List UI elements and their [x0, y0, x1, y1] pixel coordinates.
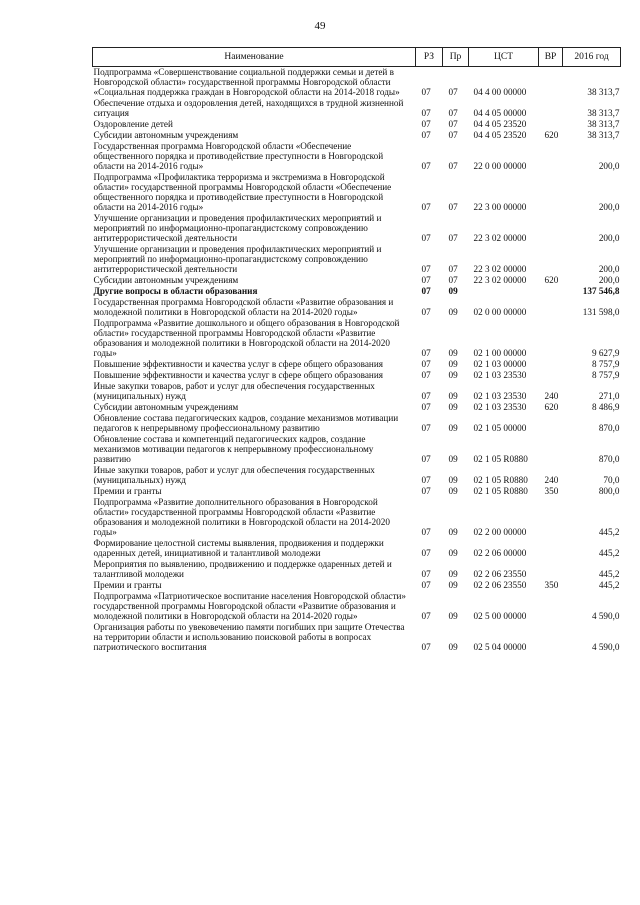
- cell-rz: 07: [421, 642, 431, 652]
- table-row: [93, 172, 621, 213]
- cell-rz: 07: [421, 611, 431, 621]
- table-body: [93, 67, 621, 654]
- cell-vr: [539, 67, 563, 99]
- cell-vr: [539, 538, 563, 559]
- cell-rz: 07: [421, 391, 431, 401]
- cell-name: Улучшение организации и проведения профилактических мероприятий и мероприятий по информационно-пропагандистскому сопровождению антитеррористической деятельности: [93, 213, 382, 243]
- table-row: [93, 286, 621, 297]
- cell-amount: 200,0: [598, 233, 620, 243]
- cell-vr: [539, 591, 563, 622]
- cell-pr: 09: [448, 454, 458, 464]
- cell-pr: 09: [448, 642, 458, 652]
- cell-rz: 07: [421, 161, 431, 171]
- cell-csr: 04 4 05 00000: [473, 108, 527, 118]
- cell-name: Премии и гранты: [93, 580, 162, 590]
- cell-rz: 07: [421, 569, 431, 579]
- table-header-row: [93, 48, 621, 67]
- cell-vr: [539, 359, 563, 370]
- cell-csr: [469, 286, 539, 297]
- cell-amount: 70,0: [603, 475, 620, 485]
- table-row: [93, 359, 621, 370]
- table-row: [93, 465, 621, 486]
- cell-amount: 8 486,9: [591, 402, 620, 412]
- page-number: 49: [314, 20, 326, 32]
- table-row: [93, 67, 621, 99]
- cell-csr: 04 4 00 00000: [473, 87, 527, 97]
- cell-rz: 07: [421, 527, 431, 537]
- cell-vr: [539, 98, 563, 119]
- cell-pr: 09: [448, 527, 458, 537]
- header-csr: ЦСТ: [469, 48, 539, 67]
- cell-csr: 02 1 03 00000: [473, 359, 527, 369]
- cell-pr: 07: [448, 233, 458, 243]
- cell-name: Обновление состава и компетенций педагогических кадров, создание механизмов мотивации педагогов к непрерывному профессиональному развитию: [93, 434, 374, 464]
- cell-pr: 07: [448, 202, 458, 212]
- cell-name: Государственная программа Новгородской области «Развитие образования и молодежной политики в Новгородской области на 2014-2020 годы»: [93, 297, 394, 317]
- cell-csr: 02 2 06 00000: [473, 548, 527, 558]
- cell-vr: 240: [544, 475, 559, 485]
- cell-csr: 22 3 02 00000: [473, 275, 527, 285]
- cell-amount: 445,2: [598, 548, 620, 558]
- cell-csr: 02 1 05 R0880: [473, 454, 528, 464]
- cell-vr: [539, 413, 563, 434]
- table-row: [93, 98, 621, 119]
- cell-name: Субсидии автономным учреждениям: [93, 402, 239, 412]
- cell-name: Обновление состава педагогических кадров, создание механизмов мотивации педагогов к непрерывному профессиональному развитию: [93, 413, 399, 433]
- cell-csr: 02 1 03 23530: [473, 391, 527, 401]
- cell-rz: 07: [421, 486, 431, 496]
- cell-vr: [539, 297, 563, 318]
- cell-name: Повышение эффективности и качества услуг в сфере общего образования: [93, 370, 383, 380]
- cell-rz: 07: [421, 119, 431, 129]
- cell-amount: 445,2: [598, 569, 620, 579]
- cell-name: Формирование целостной системы выявления, продвижения и поддержки одаренных детей, инициативной и талантливой молодежи: [93, 538, 384, 558]
- table-row: [93, 538, 621, 559]
- cell-pr: 09: [448, 402, 458, 412]
- cell-csr: 02 1 05 00000: [473, 423, 527, 433]
- cell-pr: 09: [448, 569, 458, 579]
- cell-csr: 04 4 05 23520: [473, 130, 527, 140]
- cell-name: Субсидии автономным учреждениям: [93, 130, 239, 140]
- cell-csr: 22 3 02 00000: [473, 233, 527, 243]
- header-vr: ВР: [539, 48, 563, 67]
- cell-csr: 02 1 00 00000: [473, 348, 527, 358]
- cell-name: Улучшение организации и проведения профилактических мероприятий и мероприятий по информационно-пропагандистскому сопровождению антитеррористической деятельности: [93, 244, 382, 274]
- cell-amount: 38 313,7: [587, 108, 620, 118]
- cell-amount: 870,0: [598, 423, 620, 433]
- cell-vr: [539, 244, 563, 275]
- cell-pr: 09: [448, 475, 458, 485]
- cell-pr: 07: [448, 87, 458, 97]
- cell-rz: 07: [421, 548, 431, 558]
- cell-vr: 620: [544, 275, 559, 285]
- table-row: [93, 622, 621, 653]
- cell-vr: 350: [544, 486, 559, 496]
- cell-pr: 07: [448, 108, 458, 118]
- cell-vr: [539, 497, 563, 538]
- cell-pr: 09: [448, 307, 458, 317]
- cell-csr: 02 1 05 R0880: [473, 475, 528, 485]
- cell-csr: 02 5 00 00000: [473, 611, 527, 621]
- table-row: [93, 141, 621, 172]
- cell-vr: [539, 370, 563, 381]
- budget-table: [92, 47, 621, 653]
- cell-amount: 445,2: [598, 580, 620, 590]
- cell-pr: 09: [448, 359, 458, 369]
- cell-amount: 200,0: [598, 264, 620, 274]
- cell-pr: 09: [448, 548, 458, 558]
- cell-rz: 07: [421, 475, 431, 485]
- cell-amount: 200,0: [598, 202, 620, 212]
- cell-pr: 09: [448, 486, 458, 496]
- table-row: [93, 402, 621, 413]
- cell-rz: 07: [421, 454, 431, 464]
- table-row: [93, 580, 621, 591]
- cell-amount: 38 313,7: [587, 87, 620, 97]
- cell-vr: [539, 286, 563, 297]
- cell-pr: 07: [448, 275, 458, 285]
- cell-rz: 07: [421, 286, 431, 296]
- cell-rz: 07: [421, 370, 431, 380]
- cell-rz: 07: [421, 202, 431, 212]
- cell-rz: 07: [421, 402, 431, 412]
- cell-vr: [539, 119, 563, 130]
- cell-name: Оздоровление детей: [93, 119, 173, 129]
- table-row: [93, 213, 621, 244]
- cell-vr: [539, 434, 563, 465]
- cell-amount: 870,0: [598, 454, 620, 464]
- cell-name: Иные закупки товаров, работ и услуг для обеспечения государственных (муниципальных) нужд: [93, 381, 375, 401]
- cell-amount: 38 313,7: [587, 130, 620, 140]
- header-name: Наименование: [93, 48, 416, 67]
- table-row: [93, 244, 621, 275]
- cell-csr: 02 5 04 00000: [473, 642, 527, 652]
- cell-name: Подпрограмма «Развитие дополнительного образования в Новгородской области» государственной программы Новгородской области «Развитие образования и молодежной политики в Новгородской области на 2014-2020 годы»: [93, 497, 390, 537]
- header-rz: РЗ: [416, 48, 443, 67]
- table-row: [93, 370, 621, 381]
- cell-name: Государственная программа Новгородской области «Обеспечение общественного порядка и противодействие преступности в Новгородской области на 2014-2016 годы»: [93, 141, 384, 171]
- cell-csr: 02 0 00 00000: [473, 307, 527, 317]
- cell-vr: [539, 622, 563, 653]
- cell-name: Субсидии автономным учреждениям: [93, 275, 239, 285]
- cell-csr: 22 3 02 00000: [473, 264, 527, 274]
- cell-pr: 07: [448, 119, 458, 129]
- cell-name: Подпрограмма «Развитие дошкольного и общего образования в Новгородской области» государственной программы Новгородской области «Развитие образования и молодежной политики в Новгородской области на 2014-2020 годы»: [93, 318, 400, 358]
- cell-vr: [539, 318, 563, 359]
- cell-name: Премии и гранты: [93, 486, 162, 496]
- cell-csr: 22 3 00 00000: [473, 202, 527, 212]
- cell-vr: [539, 141, 563, 172]
- cell-csr: 22 0 00 00000: [473, 161, 527, 171]
- table-row: [93, 497, 621, 538]
- cell-pr: 09: [448, 391, 458, 401]
- cell-amount: 445,2: [598, 527, 620, 537]
- cell-amount: 200,0: [598, 275, 620, 285]
- cell-vr: 240: [544, 391, 559, 401]
- cell-rz: 07: [421, 359, 431, 369]
- cell-vr: 620: [544, 130, 559, 140]
- table-row: [93, 318, 621, 359]
- cell-amount: 131 598,0: [582, 307, 620, 317]
- table-row: [93, 381, 621, 402]
- table-row: [93, 130, 621, 141]
- cell-pr: 09: [448, 611, 458, 621]
- cell-amount: 8 757,9: [591, 359, 620, 369]
- cell-amount: 8 757,9: [591, 370, 620, 380]
- cell-rz: 07: [421, 275, 431, 285]
- table-row: [93, 591, 621, 622]
- cell-vr: 350: [544, 580, 559, 590]
- cell-pr: 09: [448, 286, 458, 296]
- cell-vr: 620: [544, 402, 559, 412]
- cell-name: Обеспечение отдыха и оздоровления детей, находящихся в трудной жизненной ситуация: [93, 98, 404, 118]
- cell-rz: 07: [421, 233, 431, 243]
- cell-csr: 02 2 00 00000: [473, 527, 527, 537]
- cell-name: Мероприятия по выявлению, продвижению и поддержке одаренных детей и талантливой молодежи: [93, 559, 392, 579]
- cell-amount: 137 546,8: [582, 286, 620, 296]
- cell-csr: 02 1 03 23530: [473, 370, 527, 380]
- cell-rz: 07: [421, 423, 431, 433]
- cell-vr: [539, 172, 563, 213]
- cell-pr: 07: [448, 264, 458, 274]
- cell-csr: 04 4 05 23520: [473, 119, 527, 129]
- cell-name: Иные закупки товаров, работ и услуг для обеспечения государственных (муниципальных) нужд: [93, 465, 375, 485]
- cell-amount: 271,0: [598, 391, 620, 401]
- cell-amount: 38 313,7: [587, 119, 620, 129]
- cell-amount: 800,0: [598, 486, 620, 496]
- cell-pr: 09: [448, 423, 458, 433]
- cell-name: Повышение эффективности и качества услуг в сфере общего образования: [93, 359, 383, 369]
- table-row: [93, 559, 621, 580]
- cell-amount: 4 590,0: [591, 642, 620, 652]
- cell-rz: 07: [421, 130, 431, 140]
- table-row: [93, 486, 621, 497]
- cell-amount: 9 627,9: [591, 348, 620, 358]
- cell-rz: 07: [421, 108, 431, 118]
- cell-csr: 02 2 06 23550: [473, 569, 527, 579]
- table-row: [93, 275, 621, 286]
- cell-rz: 07: [421, 348, 431, 358]
- cell-rz: 07: [421, 580, 431, 590]
- cell-csr: 02 2 06 23550: [473, 580, 527, 590]
- table-row: [93, 413, 621, 434]
- cell-rz: 07: [421, 264, 431, 274]
- cell-name: Подпрограмма «Совершенствование социальной поддержки семьи и детей в Новгородской области» государственной программы Новгородской области «Социальная поддержка граждан в Новгородской области на 2014-2018 годы»: [93, 67, 400, 97]
- cell-amount: 4 590,0: [591, 611, 620, 621]
- cell-amount: 200,0: [598, 161, 620, 171]
- cell-csr: 02 1 05 R0880: [473, 486, 528, 496]
- cell-pr: 09: [448, 580, 458, 590]
- cell-pr: 09: [448, 348, 458, 358]
- table-row: [93, 434, 621, 465]
- header-pr: Пр: [443, 48, 469, 67]
- cell-name: Подпрограмма «Профилактика терроризма и экстремизма в Новгородской области» государственной программы Новгородской области «Обеспечение общественного порядка и противодействие преступности в Новгородской области на 2014-2016 годы»: [93, 172, 392, 212]
- table-row: [93, 297, 621, 318]
- cell-pr: 09: [448, 370, 458, 380]
- cell-name: Подпрограмма «Патриотическое воспитание населения Новгородской области» государственной программы Новгородской области «Развитие образования и молодежной политики в Новгородской области на 2014-2020 годы»: [93, 591, 407, 621]
- table-row: [93, 119, 621, 130]
- cell-rz: 07: [421, 87, 431, 97]
- cell-vr: [539, 213, 563, 244]
- cell-csr: 02 1 03 23530: [473, 402, 527, 412]
- cell-vr: [539, 559, 563, 580]
- cell-pr: 07: [448, 130, 458, 140]
- header-amount: 2016 год: [563, 48, 621, 67]
- cell-pr: 07: [448, 161, 458, 171]
- cell-name: Организация работы по увековечению памяти погибших при защите Отечества на территории области и использованию поисковой работы в вопросах патриотического воспитания: [93, 622, 405, 652]
- cell-name: Другие вопросы в области образования: [93, 286, 258, 296]
- cell-rz: 07: [421, 307, 431, 317]
